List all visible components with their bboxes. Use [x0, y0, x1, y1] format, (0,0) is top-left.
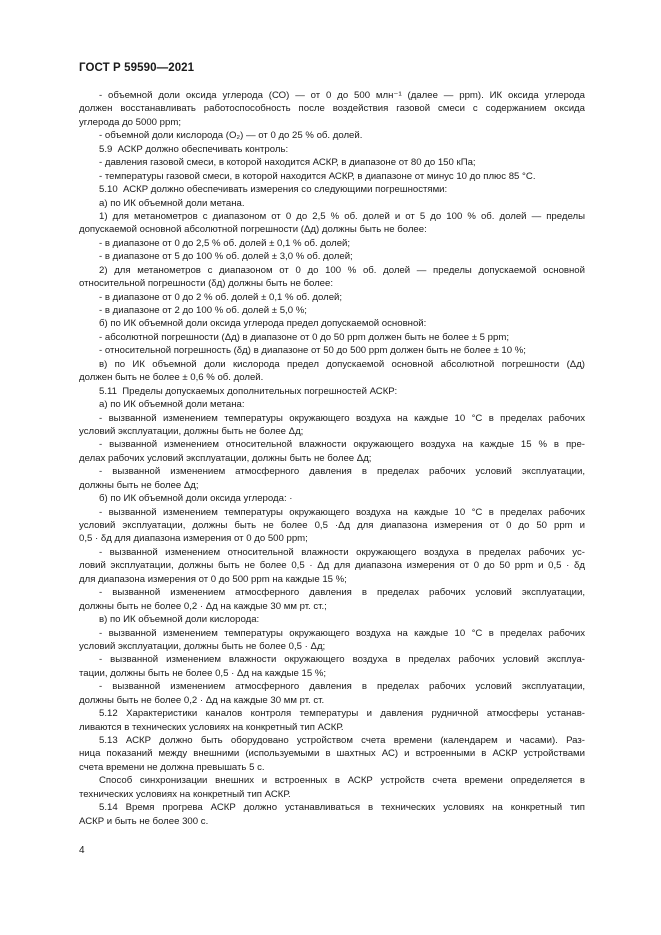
text-line: - вызванной изменением относительной влажности окружающего воздуха на каждые 15 % в пре- — [99, 439, 585, 451]
text-line: 5.11 Пределы допускаемых дополнительных погрешностей АСКР: — [99, 385, 398, 397]
text-line: а) по ИК объемной доли метана: — [99, 399, 245, 411]
text-line: условий эксплуатации, должны быть не более 0,5 ·Δд для диапазона измерения от 0 до 50 ppm и — [79, 520, 585, 531]
text-line: условий эксплуатации, должны быть не более 0,5 · Δд; — [79, 640, 326, 652]
text-line: ница показаний между внешними (используемыми в шахтных АС) и встроенными в АСКР устройствами — [79, 748, 585, 760]
text-line: делах рабочих условий эксплуатации, должны быть не более Δд; — [79, 452, 372, 464]
text-line: должны быть не более 0,2 · Δд на каждые 30 мм рт. ст. — [79, 694, 325, 706]
text-line: 2) для метанометров с диапазоном от 0 до 100 % об. долей — пределы допускаемой основной — [99, 264, 585, 276]
text-line: должен восстанавливать работоспособность после воздействия газовой смеси с содержанием оксида — [79, 103, 585, 115]
text-line: в) по ИК объемной доли кислорода предел допускаемой основной абсолютной погрешности (Δд) — [99, 358, 585, 370]
text-line: - вызванной изменением температуры окружающего воздуха на каждые 10 °С в пределах рабочих — [99, 412, 585, 424]
text-line: - абсолютной погрешности (Δд) в диапазоне от 0 до 50 ppm должен быть не более ± 5 ppm; — [99, 331, 510, 343]
text-line: должны быть не более Δд; — [79, 479, 199, 491]
text-line: Способ синхронизации внешних и встроенных в АСКР устройств счета времени определяется в — [99, 775, 585, 787]
text-line: - объемной доли оксида углерода (СО) — от 0 до 500 млн⁻¹ (далее — ppm). ИК оксида углерода — [99, 90, 585, 101]
text-line: технических условиях на конкретный тип АСКР. — [79, 788, 291, 800]
text-line: 5.12 Характеристики каналов контроля температуры и давления рудничной атмосферы устанав- — [99, 708, 585, 720]
text-line: ловий эксплуатации, должны быть не более 0,5 · Δд для диапазона измерения от 0 до 50 ppm и 0,5 · δд — [79, 560, 585, 572]
text-line: б) по ИК объемной доли оксида углерода предел допускаемой основной: — [99, 318, 427, 330]
text-line: тации, должны быть не более 0,5 · Δд на каждые 15 %; — [79, 667, 327, 679]
text-line: ливаются в технических условиях на конкретный тип АСКР. — [79, 721, 344, 733]
text-line: - объемной доли кислорода (O₂) — от 0 до 25 % об. долей. — [99, 130, 363, 142]
text-line: для диапазона измерения от 0 до 500 ppm на каждые 15 %; — [79, 573, 347, 585]
text-line: 5.10 АСКР должно обеспечивать измерения со следующими погрешностями: — [99, 184, 448, 196]
standard-header: ГОСТ Р 59590—2021 — [79, 62, 195, 74]
text-line: условий эксплуатации, должны быть не более Δд; — [79, 425, 304, 437]
text-line: в) по ИК объемной доли кислорода: — [99, 614, 260, 626]
text-line: должны быть не более 0,2 · Δд на каждые 30 мм рт. ст.; — [79, 600, 327, 612]
text-line: - в диапазоне от 5 до 100 % об. долей ± 3,0 % об. долей; — [99, 251, 353, 263]
text-line: - вызванной изменением влажности окружающего воздуха в пределах рабочих условий эксплуа- — [99, 654, 585, 666]
text-line: - давления газовой смеси, в которой находится АСКР, в диапазоне от 80 до 150 кПа; — [99, 157, 476, 169]
text-line: - вызванной изменением относительной влажности окружающего воздуха в пределах рабочих ус- — [99, 546, 585, 558]
text-line: 5.13 АСКР должно быть оборудовано устройством счета времени (календарем и часами). Раз- — [99, 735, 585, 746]
text-line: - температуры газовой смеси, в которой находится АСКР, в диапазоне от минус 10 до плюс 85 °С. — [99, 170, 536, 182]
text-line: - вызванной изменением температуры окружающего воздуха на каждые 10 °С в пределах рабочих — [99, 627, 585, 639]
text-line: - вызванной изменением атмосферного давления в пределах рабочих условий эксплуатации, — [99, 466, 585, 478]
text-line: должен быть не более ± 0,6 % об. долей. — [79, 372, 264, 384]
text-line: 5.14 Время прогрева АСКР должно устанавливаться в технических условиях на конкретный тип — [99, 802, 585, 814]
text-line: 1) для метанометров с диапазоном от 0 до 2,5 % об. долей и от 5 до 100 % об. долей — пределы — [99, 210, 585, 222]
text-line: - в диапазоне от 0 до 2 % об. долей ± 0,1 % об. долей; — [99, 291, 343, 303]
text-line: - в диапазоне от 2 до 100 % об. долей ± 5,0 %; — [99, 305, 307, 316]
text-line: 5.9 АСКР должно обеспечивать контроль: — [99, 143, 289, 155]
text-line: счета времени не должна превышать 5 с. — [79, 761, 265, 773]
text-line: относительной погрешности (δд) должны быть не более: — [79, 278, 334, 290]
text-line: - в диапазоне от 0 до 2,5 % об. долей ± 0,1 % об. долей; — [99, 237, 351, 249]
text-line: - вызванной изменением температуры окружающего воздуха на каждые 10 °С в пределах рабочих — [99, 506, 585, 518]
page-number: 4 — [79, 845, 85, 856]
text-line: - вызванной изменением атмосферного давления в пределах рабочих условий эксплуатации, — [99, 587, 585, 599]
text-line: б) по ИК объемной доли оксида углерода: · — [99, 493, 293, 505]
text-line: - вызванной изменением атмосферного давления в пределах рабочих условий эксплуатации, — [99, 681, 585, 693]
text-line: - относительной погрешность (δд) в диапазоне от 50 до 500 ppm должен быть не более ± 10 %; — [99, 345, 526, 357]
text-line: 0,5 · δд для диапазона измерения от 0 до 500 ppm; — [79, 533, 308, 545]
text-line: углерода до 5000 ppm; — [79, 116, 182, 128]
text-line: допускаемой основной абсолютной погрешности (Δд) должны быть не более: — [79, 224, 427, 236]
text-line: АСКР и быть не более 300 с. — [79, 815, 209, 827]
body-text — [79, 89, 585, 828]
text-line: а) по ИК объемной доли метана. — [99, 197, 245, 209]
